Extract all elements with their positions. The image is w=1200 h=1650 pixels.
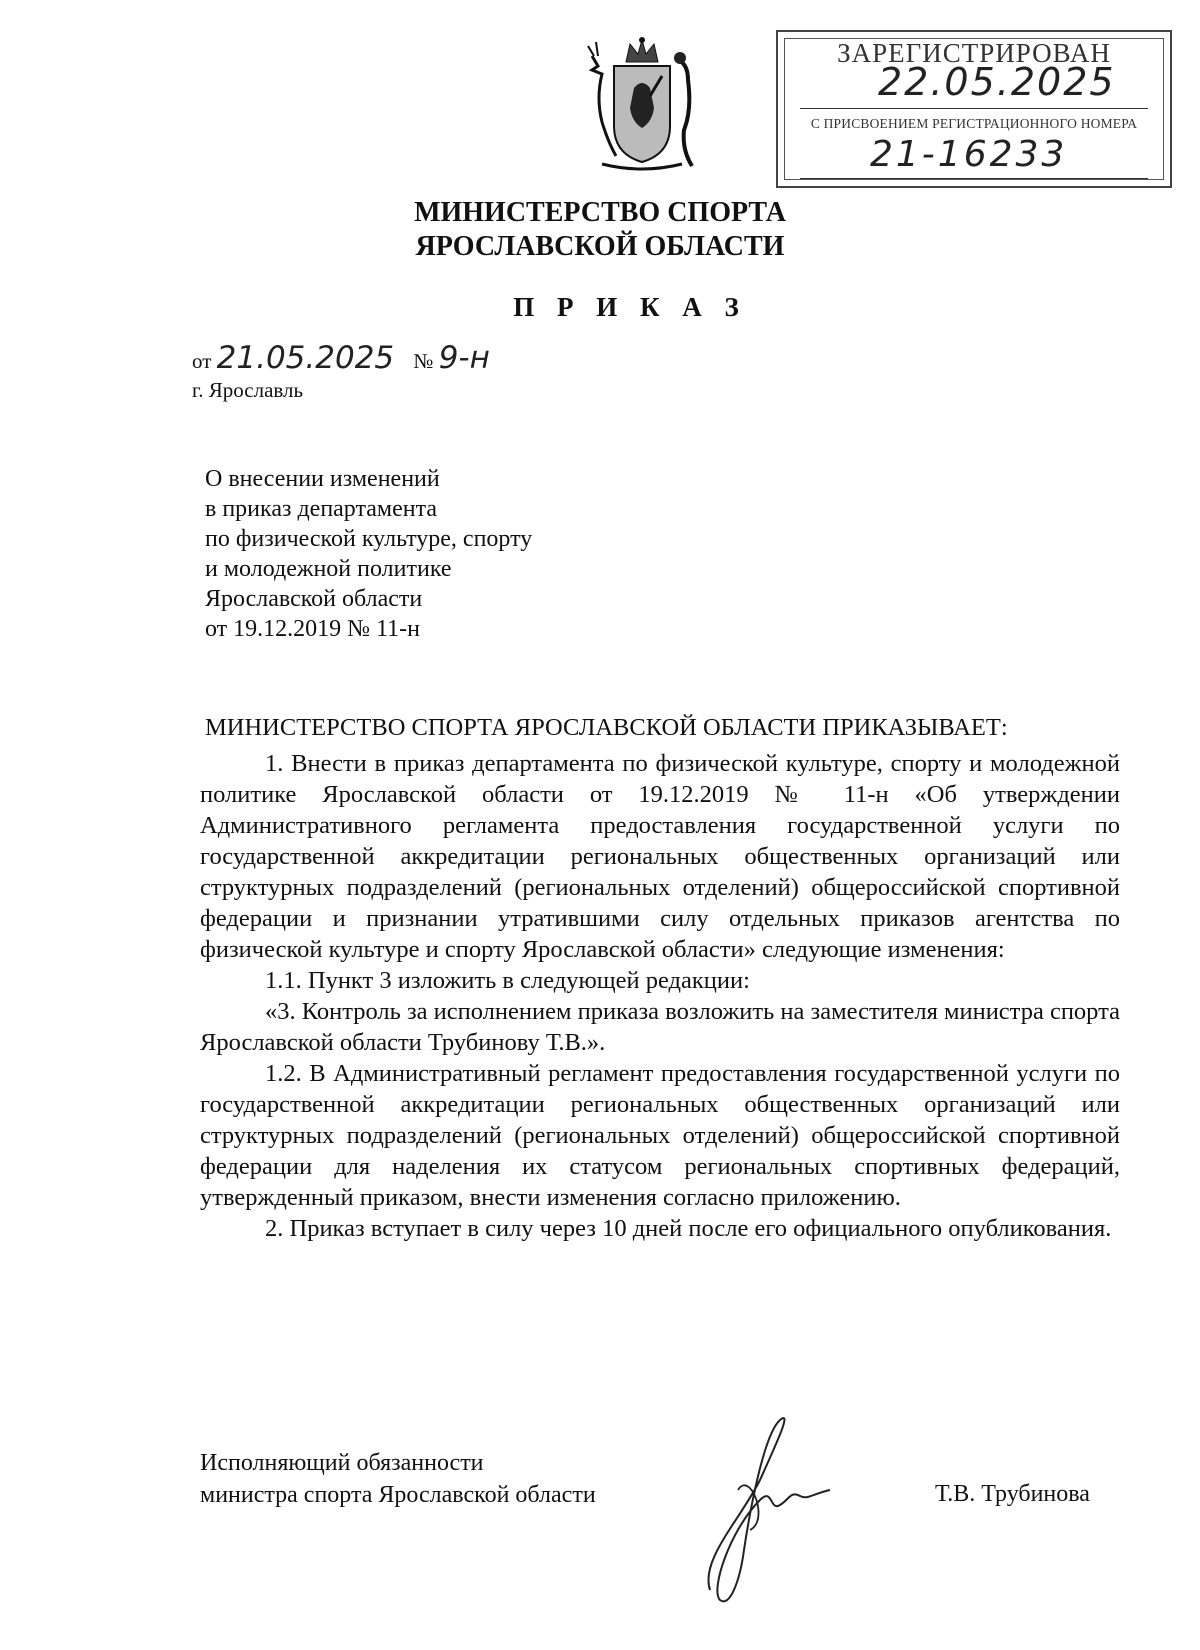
signatory-name: Т.В. Трубинова: [935, 1481, 1090, 1507]
order-date: 21.05.2025: [216, 340, 395, 376]
paragraph: 1.2. В Административный регламент предоставления государственной услуги по государственной аккредитации региональных общественных организаций или структурных подразделений (региональных отделений) общероссийской спортивной федерации для наделения их статусом региональных спортивных федераций, утвержденный приказом, внести изменения согласно приложению.: [200, 1060, 1120, 1211]
stamp-divider: [800, 178, 1148, 179]
position-line: министра спорта Ярославской области: [200, 1482, 596, 1508]
paragraph: 1. Внести в приказ департамента по физической культуре, спорту и молодежной политике Ярославской области от 19.12.2019 № 11-н «Об утверждении Административного регламента предоставления государственной услуги по государственной аккредитации региональных общественных организаций или структурных подразделений (региональных отделений) общероссийской спортивной федерации и признании утратившими силу отдельных приказов агентства по физической культуре и спорту Ярославской области» следующие изменения:: [200, 750, 1120, 963]
stamp-date: 22.05.2025: [878, 60, 1116, 104]
date-prefix: от: [192, 349, 212, 373]
ministry-line: МИНИСТЕРСТВО СПОРТА: [414, 197, 786, 228]
subject-line: в приказ департамента: [205, 496, 438, 522]
registration-stamp: [776, 30, 1172, 188]
subject-line: Ярославской области: [205, 586, 423, 612]
subject-line: О внесении изменений: [205, 466, 440, 492]
subject-line: от 19.12.2019 № 11-н: [205, 616, 421, 642]
signatory-position: [200, 1447, 596, 1511]
stamp-registration-number: 21-16233: [870, 134, 1068, 175]
subject-line: по физической культуре, спорту: [205, 526, 533, 552]
handwritten-signature: [700, 1410, 840, 1610]
stamp-subtitle: С ПРИСВОЕНИЕМ РЕГИСТРАЦИОННОГО НОМЕРА: [810, 116, 1138, 131]
document-type-title: П Р И К А З: [513, 292, 747, 322]
paragraph: 1.1. Пункт 3 изложить в следующей редакции:: [265, 967, 750, 994]
preamble: МИНИСТЕРСТВО СПОРТА ЯРОСЛАВСКОЙ ОБЛАСТИ ПРИКАЗЫВАЕТ:: [205, 714, 1008, 741]
paragraph: 2. Приказ вступает в силу через 10 дней после его официального опубликования.: [265, 1215, 1112, 1242]
stamp-title: ЗАРЕГИСТРИРОВАН: [837, 38, 1111, 68]
order-subject: [205, 464, 625, 644]
stamp-divider: [800, 108, 1148, 109]
order-date-number: [192, 340, 490, 376]
order-city: г. Ярославль: [192, 378, 304, 402]
subject-line: и молодежной политике: [205, 556, 452, 582]
paragraph: «3. Контроль за исполнением приказа возложить на заместителя министра спорта Ярославской области Трубинову Т.В.».: [200, 998, 1120, 1056]
coat-of-arms-emblem: [582, 36, 702, 172]
number-sign: №: [413, 349, 434, 373]
position-line: Исполняющий обязанности: [200, 1450, 484, 1476]
order-body: [200, 748, 1120, 1244]
order-number: 9-н: [438, 340, 490, 376]
ministry-line: ЯРОСЛАВСКОЙ ОБЛАСТИ: [415, 231, 785, 262]
ministry-heading: [0, 196, 1200, 264]
